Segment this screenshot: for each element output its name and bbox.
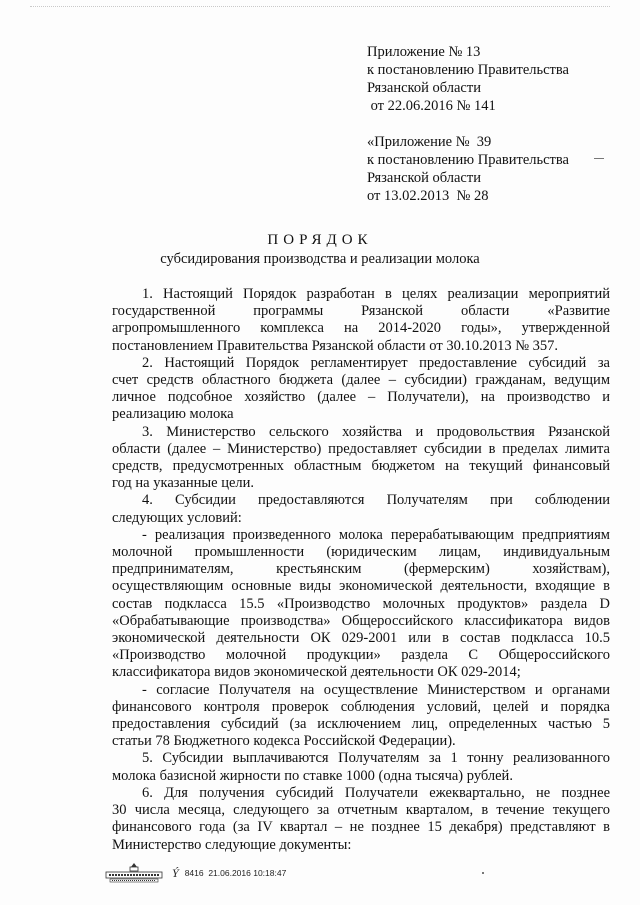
- body-line: год на указанные цели.: [112, 475, 255, 492]
- paragraph-5: [112, 750, 610, 784]
- body-line: Министерство следующие документы:: [112, 836, 352, 853]
- registry-logo-icon: [104, 862, 164, 884]
- registration-stamp: 8416 21.06.2016 10:18:47: [184, 868, 287, 878]
- document-title: ПОРЯДОК: [267, 232, 373, 248]
- body-line: 5. Субсидии выплачиваются Получателям за 1 тонну реализованного: [142, 750, 610, 767]
- paragraph-4-condition-2: [112, 682, 610, 751]
- body-line: следующих условий:: [112, 509, 242, 526]
- body-line: счет средств областного бюджета (далее – субсидии) гражданам, ведущим: [112, 372, 610, 389]
- appendix-header-main: [367, 43, 569, 115]
- document-footer: [104, 862, 286, 884]
- appendix-line: к постановлению Правительства: [367, 62, 569, 78]
- appendix-header-quoted: [367, 133, 569, 205]
- body-line: статьи 78 Бюджетного кодекса Российской Федерации).: [112, 733, 456, 750]
- body-line: 2. Настоящий Порядок регламентирует предоставление субсидий за: [142, 354, 610, 371]
- body-line: «Производство молочной продукции» раздела С Общероссийского: [112, 647, 610, 664]
- appendix-line: от 13.02.2013 № 28: [367, 188, 489, 204]
- body-line: состав подкласса 15.5 «Производство молочных продуктов» раздела D: [112, 595, 610, 612]
- scan-artifact-line: [30, 6, 610, 9]
- body-line: 4. Субсидии предоставляются Получателям при соблюдении: [142, 492, 610, 509]
- body-line: молочной промышленности (юридическим лицам, индивидуальным: [112, 544, 610, 561]
- signature-mark: Ý: [172, 865, 179, 880]
- paragraph-3: [112, 424, 610, 493]
- appendix-line: «Приложение № 39: [367, 134, 492, 150]
- body-line: агропромышленного комплекса на 2014-2020 годы», утвержденной: [112, 320, 610, 337]
- body-line: «Обрабатывающие производства» Общероссийского классификатора видов: [112, 612, 610, 629]
- body-line: финансового года (за IV квартал – не позднее 15 декабря) представляют в: [112, 819, 610, 836]
- appendix-line: Рязанской области: [367, 80, 481, 96]
- body-line: средств, предусмотренных областным бюджетом на текущий финансовый: [112, 458, 610, 475]
- body-line: реализацию молока: [112, 406, 234, 423]
- body-line: молока базисной жирности по ставке 1000 (одна тысяча) рублей.: [112, 767, 513, 784]
- body-line: - согласие Получателя на осуществление Министерством и органами: [142, 681, 610, 698]
- appendix-line: Приложение № 13: [367, 44, 481, 60]
- body-line: личное подсобное хозяйство (далее – Получатели), на производство и: [112, 389, 610, 406]
- body-line: 30 числа месяца, следующего за отчетным кварталом, в течение текущего: [112, 802, 610, 819]
- body-line: экономической деятельности ОК 029-2001 или в состав подкласса 10.5: [112, 630, 610, 647]
- body-line: предоставления субсидий (за исключением лиц, определенных частью 5: [112, 716, 610, 733]
- paragraph-1: [112, 286, 610, 355]
- body-line: постановлением Правительства Рязанской области от 30.10.2013 № 357.: [112, 337, 559, 354]
- paragraph-4-condition-1: [112, 527, 610, 682]
- paragraph-6: [112, 785, 610, 854]
- scan-speck: [594, 158, 604, 159]
- body-line: области (далее – Министерство) предоставляет субсидии в пределах лимита: [112, 440, 610, 457]
- body-line: предпринимателям, крестьянским (фермерским) хозяйствам),: [112, 561, 610, 578]
- body-line: финансового контроля проверок соблюдения условий, целей и порядка: [112, 698, 610, 715]
- body-line: 1. Настоящий Порядок разработан в целях реализации мероприятий: [142, 286, 610, 302]
- body-line: осуществляющим основные виды экономической деятельности, входящие в: [112, 578, 610, 595]
- body-line: - реализация произведенного молока перерабатывающим предприятиям: [142, 526, 610, 543]
- paragraph-4: [112, 492, 610, 526]
- body-line: классификатора видов экономической деятельности ОК 029-2014;: [112, 664, 521, 681]
- paragraph-2: [112, 355, 610, 424]
- body-line: государственной программы Рязанской области «Развитие: [112, 303, 610, 320]
- scan-speck: [482, 872, 484, 874]
- appendix-line: от 22.06.2016 № 141: [367, 98, 496, 114]
- document-subtitle: субсидирования производства и реализации молока: [160, 251, 480, 267]
- appendix-line: Рязанской области: [367, 170, 481, 186]
- document-body: [112, 286, 610, 854]
- body-line: 3. Министерство сельского хозяйства и продовольствия Рязанской: [142, 423, 610, 440]
- appendix-line: к постановлению Правительства: [367, 152, 569, 168]
- body-line: 6. Для получения субсидий Получатели ежеквартально, не позднее: [142, 784, 610, 801]
